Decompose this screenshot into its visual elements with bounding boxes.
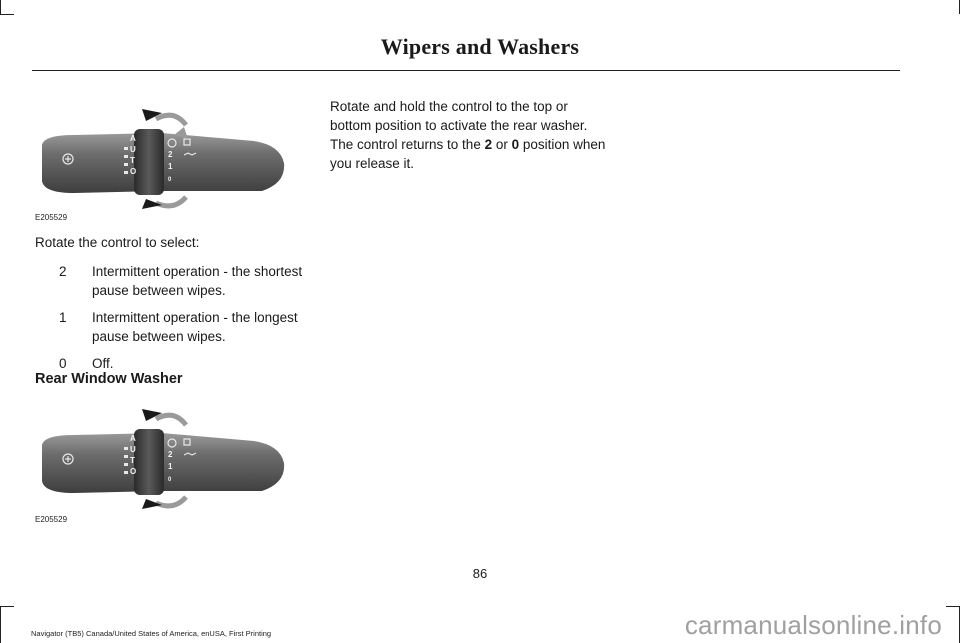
option-list xyxy=(35,262,315,381)
option-number: 0 xyxy=(59,356,67,371)
option-text: Intermittent operation - the longest pause between wipes. xyxy=(92,310,298,344)
svg-text:T: T xyxy=(130,156,135,165)
option-text: Off. xyxy=(92,356,114,371)
crop-mark xyxy=(0,607,1,643)
page-title: Wipers and Washers xyxy=(380,34,580,59)
option-number: 1 xyxy=(59,310,67,325)
svg-text:A: A xyxy=(130,434,136,443)
svg-text:0: 0 xyxy=(168,177,172,183)
svg-text:O: O xyxy=(130,467,137,476)
figure-id: E205529 xyxy=(35,213,68,222)
crop-mark xyxy=(0,606,14,607)
svg-text:T: T xyxy=(130,456,135,465)
list-item xyxy=(35,308,315,346)
rear-washer-paragraph xyxy=(330,97,610,173)
wiper-control-illustration xyxy=(34,105,296,215)
para-text: or xyxy=(492,137,512,152)
svg-text:1: 1 xyxy=(168,462,173,471)
option-number: 2 xyxy=(59,264,67,279)
para-text: position when you release it. xyxy=(330,137,606,171)
intro-text: Rotate the control to select: xyxy=(35,235,200,250)
svg-text:O: O xyxy=(130,167,137,176)
section-heading: Rear Window Washer xyxy=(35,371,183,387)
header-divider xyxy=(32,70,900,71)
watermark: carmanualsonline.info xyxy=(684,610,942,640)
svg-text:2: 2 xyxy=(168,150,173,159)
crop-mark xyxy=(946,606,960,607)
rear-washer-illustration xyxy=(34,405,296,515)
crop-mark xyxy=(0,0,1,14)
svg-text:2: 2 xyxy=(168,450,173,459)
svg-text:U: U xyxy=(130,445,136,454)
list-item xyxy=(35,262,315,300)
para-text: Rotate and hold the control to the top or bottom position to activate the rear washer. The control returns to the xyxy=(330,99,588,152)
svg-text:U: U xyxy=(130,145,136,154)
svg-text:1: 1 xyxy=(168,162,173,171)
position-2-bold: 2 xyxy=(484,137,493,152)
position-0-bold: 0 xyxy=(511,137,520,152)
option-text: Intermittent operation - the shortest pause between wipes. xyxy=(92,264,303,298)
svg-text:A: A xyxy=(130,134,136,143)
svg-text:0: 0 xyxy=(168,477,172,483)
crop-mark xyxy=(0,14,14,15)
figure-id: E205529 xyxy=(35,515,68,524)
footer-text: Navigator (TB5) Canada/United States of America, enUSA, First Printing xyxy=(31,629,272,638)
page-number: 86 xyxy=(472,566,488,581)
